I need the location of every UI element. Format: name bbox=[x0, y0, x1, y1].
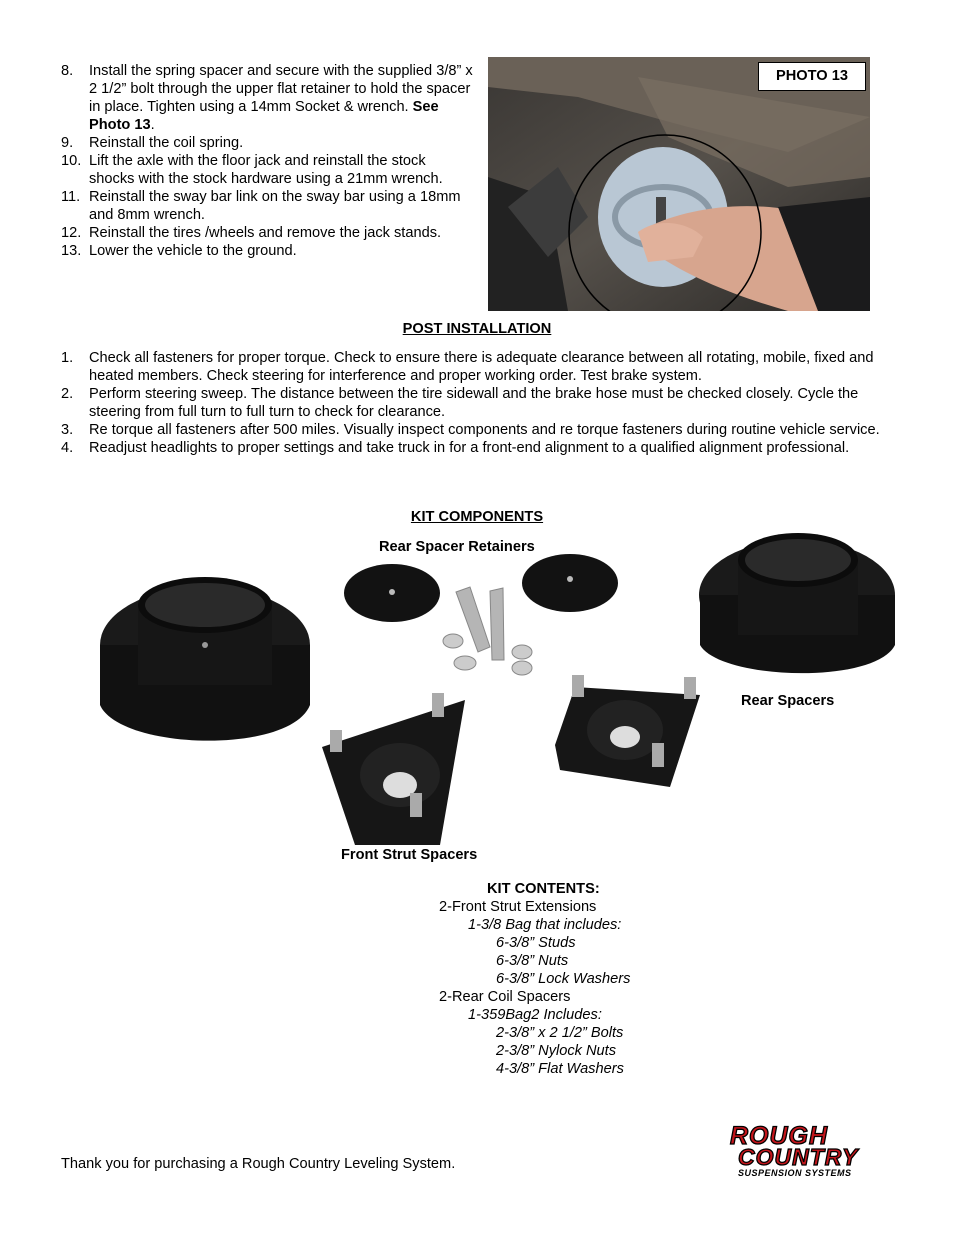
bolts bbox=[443, 587, 532, 675]
rough-country-logo bbox=[728, 1120, 898, 1180]
step-text: Install the spring spacer and secure with the supplied 3/8” x 2 1/2” bolt through the upper flat retainer to hold the spacer in place. Tighten using a 14mm Socket & wrench. bbox=[89, 63, 473, 115]
logo-graphic bbox=[728, 1120, 898, 1180]
post-install-item: 1. Check all fasteners for proper torque. Check to ensure there is adequate clearance between all rotating, mobile, fixed and heated members. Check steering for interference and proper working order. Test brake system. bbox=[61, 350, 874, 384]
svg-text:COUNTRY: COUNTRY bbox=[738, 1144, 859, 1170]
thank-you-text: Thank you for purchasing a Rough Country Leveling System. bbox=[61, 1156, 456, 1172]
front-strut-spacer-right bbox=[555, 675, 700, 787]
front-strut-spacers-caption: Front Strut Spacers bbox=[341, 847, 478, 863]
rear-coil-spacers: 2-Rear Coil Spacers bbox=[439, 989, 571, 1005]
step-text: Reinstall the sway bar link on the sway bar using a 18mm and 8mm wrench. bbox=[89, 189, 461, 223]
front-bag-label: 1-3/8 Bag that includes: bbox=[468, 917, 622, 933]
rear-spacer-left bbox=[100, 577, 310, 741]
step-text: Lower the vehicle to the ground. bbox=[89, 243, 297, 259]
front-strut-extensions: 2-Front Strut Extensions bbox=[439, 899, 597, 915]
post-install-item: 2. Perform steering sweep. The distance between the tire sidewall and the brake hose must be checked closely. Cycle the steering from full turn to full turn to check for clearance. bbox=[61, 386, 859, 420]
rear-spacers-caption: Rear Spacers bbox=[741, 693, 835, 709]
photo-label: PHOTO 13 bbox=[758, 62, 866, 91]
install-step: 8. Install the spring spacer and secure with the supplied 3/8” x 2 1/2” bolt through the upper flat retainer to hold the spacer in place. Tighten using a 14mm Socket & wrench. See Photo 13. bbox=[61, 63, 473, 133]
svg-text:SUSPENSION SYSTEMS: SUSPENSION SYSTEMS bbox=[738, 1168, 852, 1178]
install-steps-list bbox=[61, 62, 473, 260]
kit-item: 2-3/8” Nylock Nuts bbox=[496, 1043, 617, 1059]
kit-item: 4-3/8” Flat Washers bbox=[496, 1061, 624, 1077]
rear-bag-label: 1-359Bag2 Includes: bbox=[468, 1007, 602, 1023]
kit-contents bbox=[439, 880, 699, 1078]
kit-item: 6-3/8” Studs bbox=[496, 935, 576, 951]
spacer-install-photo bbox=[488, 57, 870, 311]
step-text: Reinstall the coil spring. bbox=[89, 135, 244, 151]
photo-13 bbox=[488, 57, 870, 311]
install-step: 12. Reinstall the tires /wheels and remove the jack stands. bbox=[61, 225, 442, 241]
step-text: Reinstall the tires /wheels and remove the jack stands. bbox=[89, 225, 442, 241]
install-step: 9. Reinstall the coil spring. bbox=[61, 135, 244, 151]
post-installation-heading: POST INSTALLATION bbox=[402, 321, 552, 337]
photo-reference: See Photo 13 bbox=[89, 99, 439, 133]
kit-components-heading: KIT COMPONENTS bbox=[410, 509, 544, 525]
kit-item: 2-3/8” x 2 1/2” Bolts bbox=[496, 1025, 624, 1041]
post-install-item: 4. Readjust headlights to proper settings and take truck in for a front-end alignment to a qualified alignment professional. bbox=[61, 440, 850, 456]
step-text: Lift the axle with the floor jack and reinstall the stock shocks with the stock hardware using a 21mm wrench. bbox=[89, 153, 443, 187]
install-step: 13. Lower the vehicle to the ground. bbox=[61, 243, 297, 259]
kit-contents-heading: KIT CONTENTS: bbox=[487, 881, 600, 897]
kit-item: 6-3/8” Nuts bbox=[496, 953, 569, 969]
post-installation-list bbox=[61, 349, 901, 457]
install-step: 11. Reinstall the sway bar link on the sway bar using a 18mm and 8mm wrench. bbox=[61, 189, 461, 223]
rear-spacer-retainers-caption: Rear Spacer Retainers bbox=[379, 539, 535, 555]
rear-spacer-right bbox=[699, 533, 895, 673]
front-strut-spacer-left bbox=[322, 693, 465, 845]
retainer-disc bbox=[522, 554, 618, 612]
post-install-item: 3. Re torque all fasteners after 500 miles. Visually inspect components and re torque fasteners during routine vehicle service. bbox=[61, 422, 880, 438]
install-step: 10. Lift the axle with the floor jack and reinstall the stock shocks with the stock hardware using a 21mm wrench. bbox=[61, 153, 443, 187]
svg-text:ROUGH: ROUGH bbox=[730, 1122, 829, 1150]
kit-item: 6-3/8” Lock Washers bbox=[496, 971, 631, 987]
